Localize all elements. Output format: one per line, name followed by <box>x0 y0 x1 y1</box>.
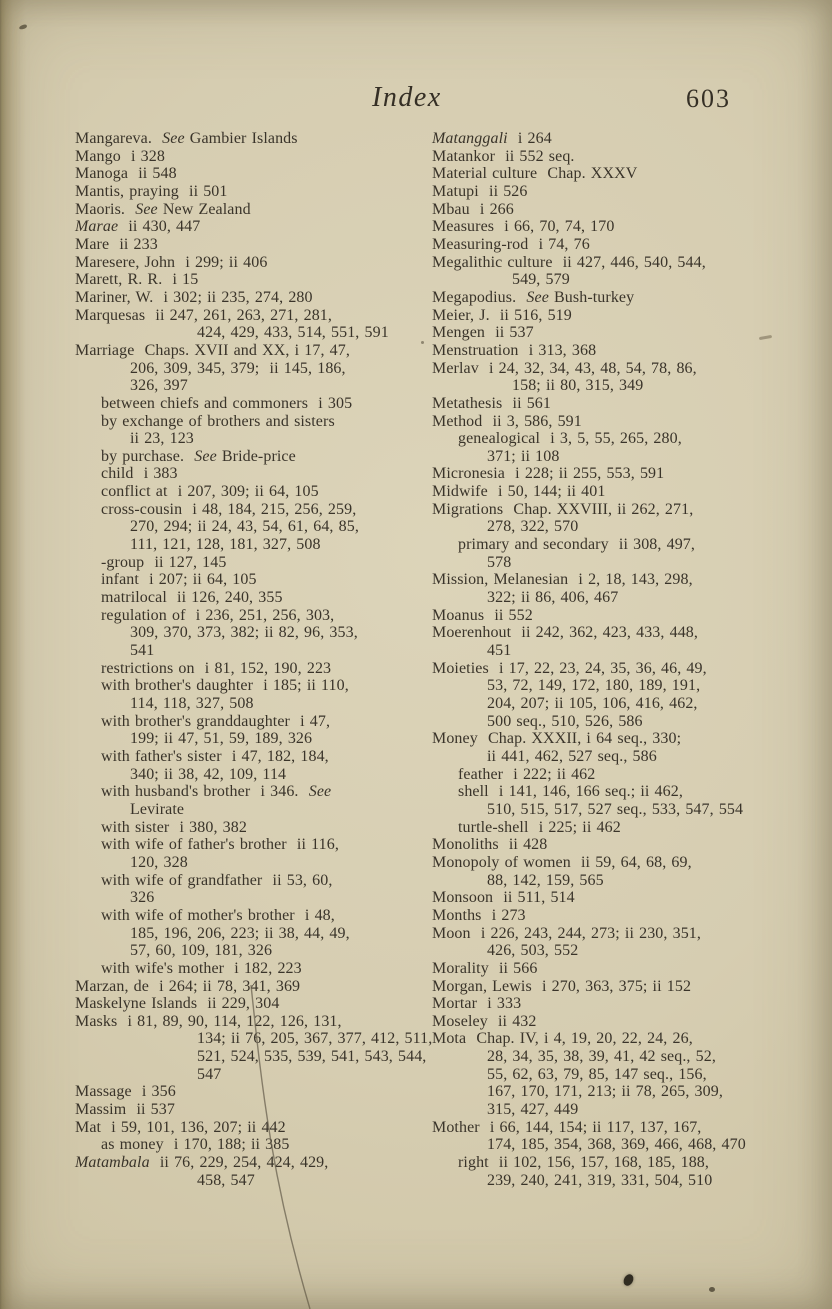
index-entry-continuation: 424, 429, 433, 514, 551, 591 <box>197 324 389 342</box>
index-subentry: conflict at i 207, 309; ii 64, 105 <box>101 483 319 501</box>
index-subentry: cross-cousin i 48, 184, 215, 256, 259, <box>101 500 357 518</box>
page-binding-edge <box>0 0 26 1309</box>
index-entry-continuation: 510, 515, 517, 527 seq., 533, 547, 554 <box>487 800 744 818</box>
index-entry: Mariner, W. i 302; ii 235, 274, 280 <box>75 288 313 306</box>
index-entry-continuation: 322; ii 86, 406, 467 <box>487 589 619 607</box>
index-entry-continuation: 114, 118, 327, 508 <box>130 695 254 712</box>
index-subentry: with wife's mother i 182, 223 <box>101 959 302 977</box>
index-subentry: with husband's brother i 346. See <box>101 783 332 801</box>
index-entry-continuation: 309, 370, 373, 382; ii 82, 96, 353, <box>130 624 358 642</box>
index-entry-continuation: 578 <box>487 553 512 571</box>
index-subentry: -group ii 127, 145 <box>101 553 227 571</box>
page-number: 603 <box>686 84 731 113</box>
index-entry: Monsoon ii 511, 514 <box>432 889 575 907</box>
index-subentry: genealogical i 3, 5, 55, 265, 280, <box>458 430 682 448</box>
index-entry: Maresere, John i 299; ii 406 <box>75 253 268 271</box>
ink-dot-margin <box>421 341 424 344</box>
index-subentry: primary and secondary ii 308, 497, <box>458 536 695 554</box>
index-entry: Matanggali i 264 <box>432 130 552 147</box>
index-subentry: with brother's daughter i 185; ii 110, <box>101 677 349 695</box>
index-subentry: as money i 170, 188; ii 385 <box>101 1136 290 1154</box>
index-entry-continuation: 204, 207; ii 105, 106, 416, 462, <box>487 695 698 712</box>
index-entry: Manoga ii 548 <box>75 165 177 183</box>
index-entry: Marquesas ii 247, 261, 263, 271, 281, <box>75 306 333 324</box>
index-entry-continuation: 549, 579 <box>512 271 570 289</box>
index-entry: Matankor ii 552 seq. <box>432 147 575 165</box>
index-entry-continuation: 278, 322, 570 <box>487 518 579 536</box>
index-entry: Mota Chap. IV, i 4, 19, 20, 22, 24, 26, <box>432 1030 693 1048</box>
index-subentry: with wife of grandfather ii 53, 60, <box>101 871 333 889</box>
index-entry: Mother i 66, 144, 154; ii 117, 137, 167, <box>432 1118 702 1136</box>
index-subentry: between chiefs and commoners i 305 <box>101 394 353 412</box>
index-entry: Mangareva. See Gambier Islands <box>75 130 298 147</box>
index-subentry: turtle-shell i 225; ii 462 <box>458 818 621 836</box>
index-subentry: matrilocal ii 126, 240, 355 <box>101 589 283 607</box>
index-subentry: infant i 207; ii 64, 105 <box>101 571 257 589</box>
index-subentry: right ii 102, 156, 157, 168, 185, 188, <box>458 1154 710 1172</box>
index-subentry: feather i 222; ii 462 <box>458 765 596 783</box>
index-entry: Mango i 328 <box>75 147 165 165</box>
index-entry: Meier, J. ii 516, 519 <box>432 306 572 324</box>
index-entry-continuation: 167, 170, 171, 213; ii 78, 265, 309, <box>487 1083 723 1101</box>
index-entry-continuation: 547 <box>197 1065 222 1083</box>
index-entry-continuation: 340; ii 38, 42, 109, 114 <box>130 765 287 783</box>
index-entry-continuation: ii 23, 123 <box>130 430 194 448</box>
index-entry: Method ii 3, 586, 591 <box>432 412 582 430</box>
index-entry: Merlav i 24, 32, 34, 43, 48, 54, 78, 86, <box>432 359 697 377</box>
index-entry: Megalithic culture ii 427, 446, 540, 544, <box>432 253 706 271</box>
index-entry-continuation: 88, 142, 159, 565 <box>487 871 604 889</box>
index-entry-continuation: 326, 397 <box>130 377 188 395</box>
index-entry-continuation: 134; ii 76, 205, 367, 377, 412, 511, <box>197 1030 433 1048</box>
index-entry-continuation: 239, 240, 241, 319, 331, 504, 510 <box>487 1171 713 1189</box>
index-entry: Moseley ii 432 <box>432 1012 537 1030</box>
index-entry-continuation: 28, 34, 35, 38, 39, 41, 42 seq., 52, <box>487 1048 716 1066</box>
index-entry: Morgan, Lewis i 270, 363, 375; ii 152 <box>432 977 692 995</box>
index-entry: Monoliths ii 428 <box>432 836 548 854</box>
index-entry: Maskelyne Islands ii 229, 304 <box>75 995 280 1013</box>
index-entry: Months i 273 <box>432 906 526 924</box>
index-entry-continuation: 111, 121, 128, 181, 327, 508 <box>130 536 321 554</box>
index-entry: Moanus ii 552 <box>432 606 533 624</box>
index-entry-continuation: 451 <box>487 642 512 660</box>
index-entry: Monopoly of women ii 59, 64, 68, 69, <box>432 853 692 871</box>
index-entry: Megapodius. See Bush-turkey <box>432 288 635 306</box>
index-entry-continuation: 521, 524, 535, 539, 541, 543, 544, <box>197 1048 427 1066</box>
index-subentry: child i 383 <box>101 465 178 483</box>
index-entry-continuation: 206, 309, 345, 379; ii 145, 186, <box>130 359 346 377</box>
index-entry: Measuring-rod i 74, 76 <box>432 235 590 253</box>
index-subentry: shell i 141, 146, 166 seq.; ii 462, <box>458 783 683 801</box>
index-entry-continuation: 270, 294; ii 24, 43, 54, 61, 64, 85, <box>130 518 359 536</box>
index-entry-continuation: 158; ii 80, 315, 349 <box>512 377 644 395</box>
index-entry-continuation: 500 seq., 510, 526, 586 <box>487 712 643 730</box>
index-subentry: with wife of mother's brother i 48, <box>101 906 335 924</box>
index-entry: Midwife i 50, 144; ii 401 <box>432 483 606 501</box>
index-subentry: with father's sister i 47, 182, 184, <box>101 747 329 765</box>
index-entry-continuation: Levirate <box>130 800 185 818</box>
index-entry: Metathesis ii 561 <box>432 394 552 412</box>
index-entry-continuation: 541 <box>130 642 155 660</box>
index-subentry: with sister i 380, 382 <box>101 818 247 836</box>
index-entry: Mantis, praying ii 501 <box>75 182 228 200</box>
index-entry: Moerenhout ii 242, 362, 423, 433, 448, <box>432 624 698 642</box>
index-entry: Marriage Chaps. XVII and XX, i 17, 47, <box>75 341 350 359</box>
index-subentry: restrictions on i 81, 152, 190, 223 <box>101 659 332 677</box>
index-entry: Material culture Chap. XXXV <box>432 165 638 183</box>
index-entry: Moieties i 17, 22, 23, 24, 35, 36, 46, 49, <box>432 659 707 677</box>
index-entry: Mission, Melanesian i 2, 18, 143, 298, <box>432 571 693 589</box>
index-subentry: by exchange of brothers and sisters <box>101 412 335 430</box>
ink-speck-top-left <box>19 24 28 30</box>
index-entry-continuation: 326 <box>130 889 155 907</box>
index-entry: Moon i 226, 243, 244, 273; ii 230, 351, <box>432 924 702 942</box>
index-entry-continuation: 426, 503, 552 <box>487 942 579 960</box>
index-subentry: by purchase. See Bride-price <box>101 447 296 465</box>
index-subentry: with wife of father's brother ii 116, <box>101 836 339 854</box>
index-column-right <box>432 130 816 1189</box>
index-subentry: with brother's granddaughter i 47, <box>101 712 331 730</box>
page-title: Index <box>372 82 442 113</box>
index-entry: Money Chap. XXXII, i 64 seq., 330; <box>432 730 682 748</box>
index-entry: Mortar i 333 <box>432 995 522 1013</box>
index-entry-continuation: 185, 196, 206, 223; ii 38, 44, 49, <box>130 924 350 942</box>
index-entry-continuation: 174, 185, 354, 368, 369, 466, 468, 470 <box>487 1136 746 1154</box>
index-entry: Maoris. See New Zealand <box>75 200 251 218</box>
index-entry: Marzan, de i 264; ii 78, 341, 369 <box>75 977 301 995</box>
index-entry: Mare ii 233 <box>75 235 158 253</box>
index-entry-continuation: 458, 547 <box>197 1171 255 1189</box>
ink-spot-bottom-large <box>622 1273 636 1288</box>
index-entry-continuation: 53, 72, 149, 172, 180, 189, 191, <box>487 677 701 695</box>
index-entry-continuation: 371; ii 108 <box>487 447 560 465</box>
index-entry: Menstruation i 313, 368 <box>432 341 597 359</box>
index-entry: Morality ii 566 <box>432 959 538 977</box>
index-entry: Measures i 66, 70, 74, 170 <box>432 218 615 236</box>
index-entry: Massim ii 537 <box>75 1101 175 1119</box>
index-column-left <box>75 130 433 1189</box>
index-entry-continuation: ii 441, 462, 527 seq., 586 <box>487 747 657 765</box>
index-entry-continuation: 55, 62, 63, 79, 85, 147 seq., 156, <box>487 1065 707 1083</box>
index-entry: Matambala ii 76, 229, 254, 424, 429, <box>75 1154 329 1172</box>
index-entry: Migrations Chap. XXVIII, ii 262, 271, <box>432 500 694 518</box>
ink-spot-bottom-small <box>709 1287 715 1292</box>
index-entry-continuation: 199; ii 47, 51, 59, 189, 326 <box>130 730 313 748</box>
index-entry: Mengen ii 537 <box>432 324 534 342</box>
index-entry: Massage i 356 <box>75 1083 176 1101</box>
index-entry: Mbau i 266 <box>432 200 514 218</box>
index-entry-continuation: 57, 60, 109, 181, 326 <box>130 942 273 960</box>
index-entry: Masks i 81, 89, 90, 114, 122, 126, 131, <box>75 1012 342 1030</box>
index-entry: Matupi ii 526 <box>432 182 528 200</box>
index-entry-continuation: 120, 328 <box>130 853 188 871</box>
index-subentry: regulation of i 236, 251, 256, 303, <box>101 606 335 624</box>
index-entry: Mat i 59, 101, 136, 207; ii 442 <box>75 1118 286 1136</box>
index-entry: Marett, R. R. i 15 <box>75 271 199 289</box>
index-entry: Micronesia i 228; ii 255, 553, 591 <box>432 465 665 483</box>
index-entry-continuation: 315, 427, 449 <box>487 1101 579 1119</box>
index-entry: Marae ii 430, 447 <box>75 218 201 236</box>
